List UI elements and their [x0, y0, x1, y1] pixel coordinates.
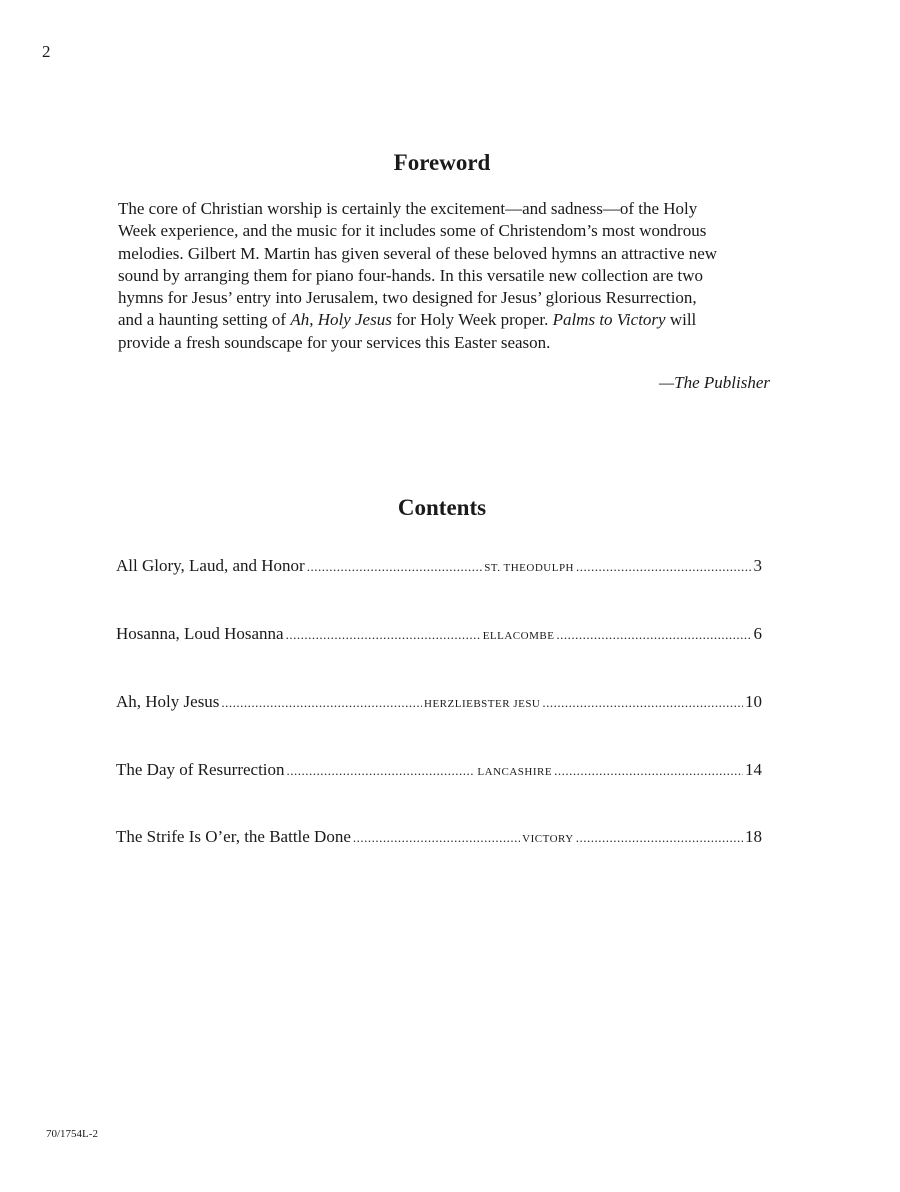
- foreword-text: sound by arranging them for piano four-hands. In this versatile new collection are two: [118, 265, 704, 285]
- toc-tune: ST. THEODULPH: [484, 562, 575, 574]
- toc-title: The Strife Is O’er, the Battle Done: [116, 827, 351, 846]
- toc-title: Ah, Holy Jesus: [116, 692, 220, 711]
- toc-leader-dots: [353, 830, 520, 846]
- foreword-line: [118, 265, 778, 287]
- foreword-text: The core of Christian worship is certainly the excitement—and sadness—of the Holy: [118, 199, 698, 218]
- contents-heading: Contents: [397, 495, 487, 520]
- collection-title-italic: Palms to Victory: [552, 310, 666, 330]
- foreword-line: [118, 287, 778, 309]
- foreword-line: [118, 332, 778, 354]
- toc-tune: ELLACOMBE: [482, 630, 555, 642]
- toc-entry: [116, 760, 762, 780]
- toc-leader-dots: [221, 695, 422, 711]
- publisher-signature: —The Publisher: [659, 373, 770, 392]
- toc-leader-dots: [287, 763, 476, 779]
- toc-tune: HERZLIEBSTER JESU: [424, 698, 541, 710]
- toc-entry: [116, 624, 762, 644]
- foreword-line: [118, 309, 778, 331]
- page-number: 2: [42, 42, 51, 61]
- toc-leader-dots: [576, 830, 743, 846]
- toc-entry: [116, 827, 762, 847]
- toc-entry: [116, 556, 762, 576]
- foreword-heading: Foreword: [393, 150, 491, 175]
- foreword-body: [118, 198, 778, 354]
- catalog-code: 70/1754L-2: [46, 1128, 98, 1140]
- foreword-text: and a haunting setting of: [118, 310, 291, 330]
- toc-title: The Day of Resurrection: [116, 760, 285, 779]
- toc-entry: [116, 692, 762, 712]
- toc-tune: VICTORY: [522, 833, 574, 845]
- foreword-line: [118, 220, 778, 242]
- toc-tune: LANCASHIRE: [477, 766, 553, 778]
- foreword-text: Week experience, and the music for it includes some of Christendom’s most wondrous: [118, 221, 707, 241]
- toc-page: 14: [744, 760, 762, 779]
- toc-page: 10: [744, 692, 762, 711]
- foreword-text: will: [665, 310, 697, 330]
- foreword-text: melodies. Gilbert M. Martin has given several of these beloved hymns an attractive new: [118, 243, 718, 263]
- foreword-text: provide a fresh soundscape for your services this Easter season.: [118, 332, 551, 352]
- toc-leader-dots: [576, 559, 751, 575]
- toc-title: Hosanna, Loud Hosanna: [116, 624, 284, 643]
- toc-title: All Glory, Laud, and Honor: [116, 556, 305, 575]
- toc-page: 6: [753, 624, 762, 643]
- toc-leader-dots: [286, 627, 481, 643]
- toc-leader-dots: [556, 627, 751, 643]
- toc-leader-dots: [554, 763, 743, 779]
- toc-leader-dots: [307, 559, 482, 575]
- foreword-text: for Holy Week proper.: [391, 310, 553, 330]
- hymn-title-italic: Ah, Holy Jesus: [290, 310, 392, 330]
- foreword-line: [118, 198, 778, 220]
- toc-page: 18: [744, 827, 762, 846]
- toc-page: 3: [753, 556, 762, 575]
- toc-leader-dots: [542, 695, 743, 711]
- foreword-text: hymns for Jesus’ entry into Jerusalem, two designed for Jesus’ glorious Resurrection,: [118, 288, 697, 308]
- foreword-line: [118, 243, 778, 265]
